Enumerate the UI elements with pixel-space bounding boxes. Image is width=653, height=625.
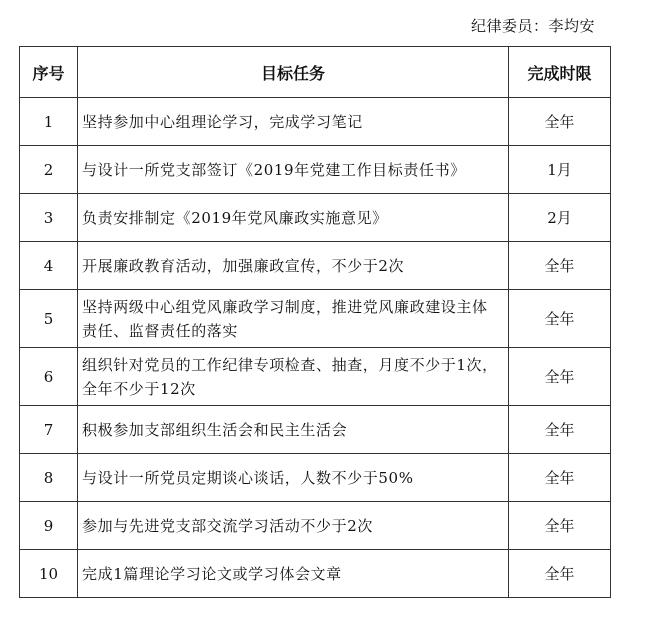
row-task: 与设计一所党支部签订《2019年党建工作目标责任书》: [78, 146, 509, 194]
table-row: [20, 406, 611, 454]
table-row: [20, 502, 611, 550]
row-number: 9: [20, 502, 78, 550]
row-deadline: 全年: [509, 550, 611, 598]
row-deadline: 全年: [509, 502, 611, 550]
column-header-task: 目标任务: [78, 47, 509, 98]
row-deadline: 全年: [509, 348, 611, 406]
table-row: [20, 98, 611, 146]
row-task: 坚持两级中心组党风廉政学习制度，推进党风廉政建设主体责任、监督责任的落实: [78, 290, 509, 348]
table-row: [20, 194, 611, 242]
row-number: 7: [20, 406, 78, 454]
row-deadline: 全年: [509, 406, 611, 454]
row-number: 6: [20, 348, 78, 406]
signer-label: 纪律委员：李均安: [470, 17, 595, 35]
row-task: 坚持参加中心组理论学习，完成学习笔记: [78, 98, 509, 146]
row-deadline: 全年: [509, 242, 611, 290]
task-table: [19, 46, 611, 598]
row-deadline: 全年: [509, 454, 611, 502]
table-row: [20, 290, 611, 348]
row-task: 负责安排制定《2019年党风廉政实施意见》: [78, 194, 509, 242]
column-header-deadline: 完成时限: [509, 47, 611, 98]
row-number: 8: [20, 454, 78, 502]
row-number: 5: [20, 290, 78, 348]
row-deadline: 全年: [509, 98, 611, 146]
row-number: 10: [20, 550, 78, 598]
row-task: 完成1篇理论学习论文或学习体会文章: [78, 550, 509, 598]
row-task: 与设计一所党员定期谈心谈话，人数不少于50%: [78, 454, 509, 502]
row-deadline: 2月: [509, 194, 611, 242]
row-deadline: 全年: [509, 290, 611, 348]
table-header-row: [20, 47, 611, 98]
table-row: [20, 348, 611, 406]
column-header-number: 序号: [20, 47, 78, 98]
table-row: [20, 146, 611, 194]
row-task: 开展廉政教育活动，加强廉政宣传，不少于2次: [78, 242, 509, 290]
row-task: 积极参加支部组织生活会和民主生活会: [78, 406, 509, 454]
row-task: 组织针对党员的工作纪律专项检查、抽查，月度不少于1次，全年不少于12次: [78, 348, 509, 406]
row-number: 1: [20, 98, 78, 146]
table-row: [20, 454, 611, 502]
table-row: [20, 550, 611, 598]
row-number: 4: [20, 242, 78, 290]
row-deadline: 1月: [509, 146, 611, 194]
row-number: 2: [20, 146, 78, 194]
row-number: 3: [20, 194, 78, 242]
table-row: [20, 242, 611, 290]
row-task: 参加与先进党支部交流学习活动不少于2次: [78, 502, 509, 550]
